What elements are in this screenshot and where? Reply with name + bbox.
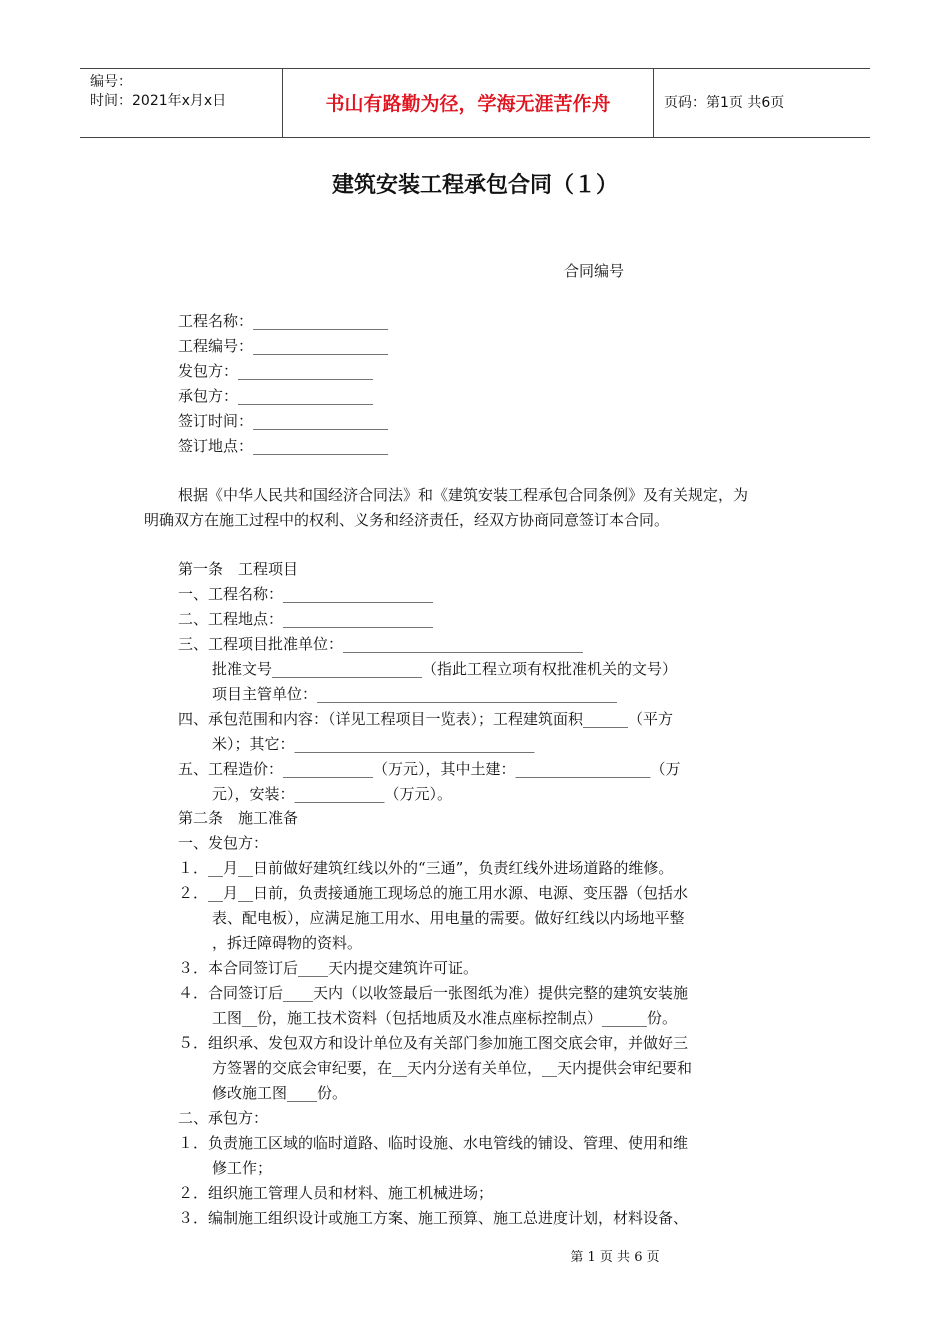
contractor-heading: 二、承包方：	[178, 1109, 269, 1127]
contractor-item: ２．组织施工管理人员和材料、施工机械进场；	[178, 1184, 494, 1202]
cover-field-employer: 发包方：__________________	[178, 362, 374, 380]
time-label: 时间：2021年x月x日	[90, 93, 227, 109]
page-title: 建筑安装工程承包合同（１）	[331, 173, 618, 198]
employer-item: ５．组织承、发包双方和设计单位及有关部门参加施工图交底会审，并做好三	[178, 1034, 689, 1052]
article-1-line: 五、工程造价：____________（万元），其中土建：__________________（万	[178, 760, 681, 778]
header-motto: 书山有路勤为径，学海无涯苦作舟	[282, 69, 654, 137]
page-footer: 第 1 页 共 6 页	[570, 1250, 660, 1265]
article-1-heading: 第一条 工程项目	[178, 560, 299, 578]
article-2-heading: 第二条 施工准备	[178, 809, 299, 827]
employer-item: 方签署的交底会审纪要，在__天内分送有关单位，__天内提供会审纪要和	[212, 1059, 693, 1077]
page-code: 页码：第1页 共6页	[664, 95, 785, 111]
employer-item: ２．__月__日前，负责接通施工现场总的施工用水源、电源、变压器（包括水	[178, 884, 689, 902]
employer-item: ，拆迁障碍物的资料。	[212, 934, 363, 952]
article-1-line: 一、工程名称：____________________	[178, 585, 434, 603]
cover-field-code: 工程编号：__________________	[178, 337, 389, 355]
cover-field-contractor: 承包方：__________________	[178, 387, 374, 405]
cover-field-name: 工程名称：__________________	[178, 312, 389, 330]
article-1-line: 元），安装：____________（万元）。	[212, 785, 453, 803]
document-header	[80, 68, 870, 138]
intro-paragraph: 根据《中华人民共和国经济合同法》和《建筑安装工程承包合同条例》及有关规定，为明确双方在施工过程中的权利、义务和经济责任，经双方协商同意签订本合同。	[144, 486, 749, 529]
header-meta	[80, 69, 282, 137]
contractor-item: 修工作；	[212, 1159, 273, 1177]
employer-item: ４．合同签订后____天内（以收签最后一张图纸为准）提供完整的建筑安装施	[178, 984, 689, 1002]
employer-item: 工图__份，施工技术资料（包括地质及水准点座标控制点）______份。	[212, 1009, 678, 1027]
article-1-line: 四、承包范围和内容：（详见工程项目一览表）；工程建筑面积______（平方	[178, 710, 674, 728]
employer-item: １．__月__日前做好建筑红线以外的“三通”，负责红线外进场道路的维修。	[178, 859, 674, 877]
article-1-line: 二、工程地点：____________________	[178, 610, 434, 628]
article-1-line: 项目主管单位：________________________________________	[212, 685, 618, 703]
article-1-line: 三、工程项目批准单位：________________________________	[178, 635, 584, 653]
contract-number-label: 合同编号	[564, 262, 625, 280]
contractor-item: ３．编制施工组织设计或施工方案、施工预算、施工总进度计划，材料设备、	[178, 1209, 689, 1227]
employer-heading: 一、发包方：	[178, 834, 269, 852]
number-label: 编号：	[90, 74, 132, 90]
employer-item: 修改施工图____份。	[212, 1084, 348, 1102]
employer-item: 表、配电板），应满足施工用水、用电量的需要。做好红线以内场地平整	[212, 909, 685, 927]
cover-field-sign-place: 签订地点：__________________	[178, 437, 389, 455]
employer-item: ３．本合同签订后____天内提交建筑许可证。	[178, 959, 479, 977]
contractor-item: １．负责施工区域的临时道路、临时设施、水电管线的铺设、管理、使用和维	[178, 1134, 689, 1152]
article-1-line: 米）；其它：________________________________	[212, 735, 535, 753]
article-1-line: 批准文号____________________（指此工程立项有权批准机关的文号）	[212, 660, 678, 678]
cover-field-sign-time: 签订时间：__________________	[178, 412, 389, 430]
